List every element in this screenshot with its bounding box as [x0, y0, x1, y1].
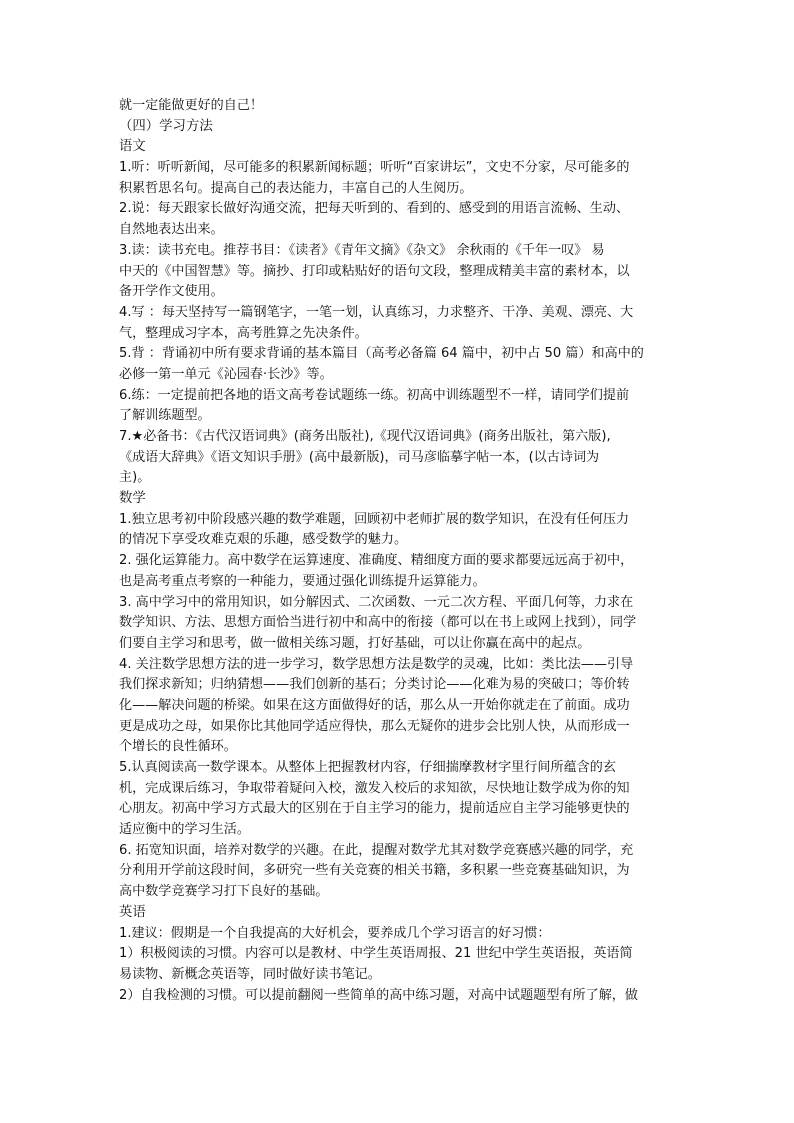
paragraph-line: 1.建议：假期是一个自我提高的大好机会，要养成几个学习语言的好习惯：	[119, 925, 551, 941]
paragraph-line: 1）积极阅读的习惯。内容可以是教材、中学生英语周报、21 世纪中学生英语报，英语简	[119, 946, 633, 962]
english-body	[119, 924, 675, 1007]
paragraph-line: 数学知识、方法、思想方面恰当进行初中和高中的衔接（都可以在书上或网上找到），同学	[119, 615, 637, 631]
english-heading: 英语	[119, 904, 146, 920]
paragraph-line: 心朋友。初高中学习方式最大的区别在于自主学习的能力，提前适应自主学习能够更快的	[119, 801, 630, 817]
paragraph-line: 5.认真阅读高一数学课本。从整体上把握教材内容，仔细揣摩教材字里行间所蕴含的玄	[119, 760, 616, 775]
paragraph-line: 们要自主学习和思考，做一做相关练习题，打好基础，可以让你赢在高中的起点。	[119, 635, 591, 651]
paragraph-line: 化——解决问题的桥梁。如果在这方面做得好的话，那么从一开始你就走在了前面。成功	[119, 697, 630, 713]
math-heading: 数学	[119, 491, 146, 507]
paragraph-line: 2.说：每天跟家长做好沟通交流，把每天听到的、看到的、感受到的用语言流畅、生动、	[119, 201, 630, 217]
paragraph-line: 4.写 ：每天坚持写一篇钢笔字，一笔一划，认真练习，力求整齐、干净、美观、漂亮、大	[119, 304, 634, 320]
paragraph-line: 1.听：听听新闻，尽可能多的积累新闻标题；听听“百家讲坛”，文史不分家，尽可能多的	[119, 160, 630, 176]
math-body	[119, 510, 675, 903]
paragraph-line: 主)。	[119, 470, 151, 486]
paragraph-line: 必修一第一单元《沁园春·长沙》等。	[119, 366, 333, 382]
paragraph-line: 1.独立思考初中阶段感兴趣的数学难题，回顾初中老师扩展的数学知识，在没有任何压力	[119, 511, 630, 527]
paragraph-line: 3. 高中学习中的常用知识，如分解因式、二次函数、一元二次方程、平面几何等，力求在	[119, 594, 634, 610]
paragraph-line: 高中数学竞赛学习打下良好的基础。	[119, 884, 329, 900]
paragraph-line: 4. 关注数学思想方法的进一步学习，数学思想方法是数学的灵魂，比如：类比法——引导	[119, 656, 634, 672]
paragraph-line: 7.★必备书：《古代汉语词典》(商务出版社),《现代汉语词典》(商务出版社，第六版),	[119, 429, 611, 444]
paragraph-line: 6. 拓宽知识面，培养对数学的兴趣。在此，提醒对数学尤其对数学竞赛感兴趣的同学，充	[119, 842, 634, 858]
paragraph-line: 《成语大辞典》《语文知识手册》(高中最新版)，司马彦临摹字帖一本，(以古诗词为	[119, 449, 600, 465]
paragraph-line: 3.读：读书充电。推荐书目：《读者》《青年文摘》《杂文》 余秋雨的《千年一叹》 易	[119, 242, 605, 258]
intro-line: 就一定能做更好的自己！	[119, 98, 264, 113]
chinese-heading: 语文	[119, 139, 146, 155]
paragraph-line: 我们探求新知；归纳猜想——我们创新的基石；分类讨论——化难为易的突破口；等价转	[119, 677, 630, 693]
document-page	[119, 96, 675, 1006]
paragraph-line: 备开学作文使用。	[119, 284, 224, 300]
paragraph-line: 机，完成课后练习，争取带着疑问入校，激发入校后的求知欲，尽快地让数学成为你的知	[119, 780, 630, 796]
paragraph-line: 积累哲思名句。提高自己的表达能力，丰富自己的人生阅历。	[119, 180, 473, 196]
paragraph-line: 2）自我检测的习惯。可以提前翻阅一些简单的高中练习题，对高中试题题型有所了解，做	[119, 987, 638, 1003]
paragraph-line: 适应衡中的学习生活。	[119, 822, 250, 838]
chinese-body	[119, 158, 675, 489]
paragraph-line: 更是成功之母，如果你比其他同学适应得快，那么无疑你的进步会比别人快，从而形成一	[119, 718, 630, 734]
paragraph-line: 也是高考重点考察的一种能力，要通过强化训练提升运算能力。	[119, 573, 486, 589]
section-title: （四）学习方法	[119, 118, 213, 134]
paragraph-line: 6.练：一定提前把各地的语文高考卷试题练一练。初高中训练题型不一样，请同学们提前	[119, 387, 630, 403]
paragraph-line: 2. 强化运算能力。高中数学在运算速度、准确度、精细度方面的要求都要远远高于初中，	[119, 553, 634, 569]
paragraph-line: 气，整理成习字本，高考胜算之先决条件。	[119, 325, 368, 341]
paragraph-line: 5.背 ：背诵初中所有要求背诵的基本篇目（高考必备篇 64 篇中，初中占 50 篇）和高中的	[119, 346, 644, 362]
paragraph-line: 的情况下享受攻难克艰的乐趣，感受数学的魅力。	[119, 532, 408, 548]
paragraph-line: 易读物、新概念英语等，同时做好读书笔记。	[119, 966, 381, 982]
paragraph-line: 中天的《中国智慧》等。摘抄、打印或粘贴好的语句文段，整理成精美丰富的素材本，以	[119, 263, 630, 279]
paragraph-line: 分利用开学前这段时间，多研究一些有关竞赛的相关书籍，多积累一些竞赛基础知识，为	[119, 863, 630, 879]
paragraph-line: 个增长的良性循环。	[119, 739, 237, 755]
paragraph-line: 自然地表达出来。	[119, 222, 224, 238]
paragraph-line: 了解训练题型。	[119, 408, 211, 424]
